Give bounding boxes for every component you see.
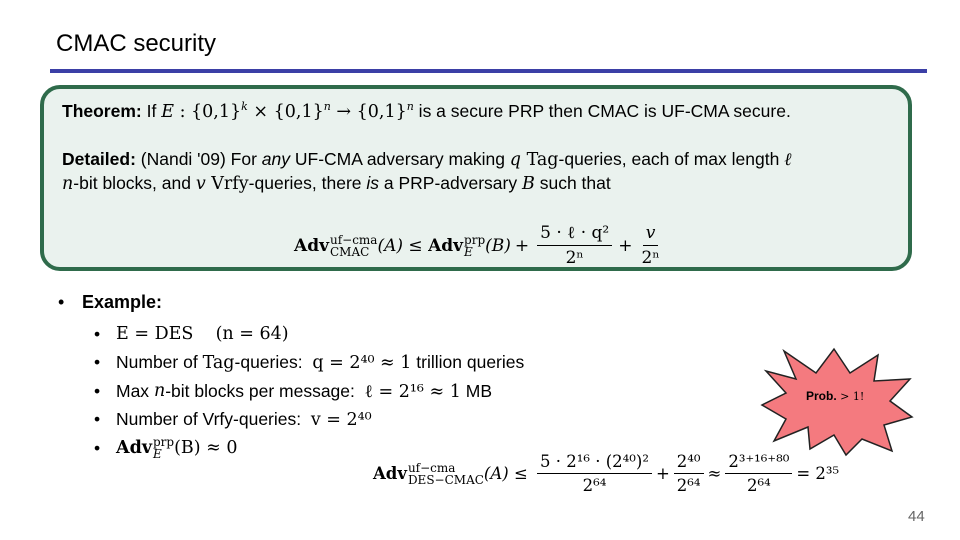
detailed-part2: UF-CMA adversary making [290, 149, 510, 169]
item-post: (B) ≈ 0 [174, 438, 238, 459]
formula-E: E [464, 244, 473, 259]
bf-adv: Adv [373, 464, 407, 483]
bf-approx: ≈ [707, 464, 722, 483]
formula-adv-2-scripts [464, 234, 485, 258]
item-E: E [152, 447, 162, 462]
example-label: Example: [82, 292, 163, 312]
theorem-n-2: n [406, 100, 414, 114]
bf-den3: 2⁶⁴ [746, 476, 771, 495]
formula-argB: (B) [485, 235, 511, 256]
bf-eq: = 2³⁵ [796, 464, 840, 483]
detailed-n: n [62, 174, 74, 194]
theorem-label: Theorem: [62, 101, 142, 121]
item-math: q = 2⁴⁰ ≈ 1 [312, 352, 412, 373]
item-pre: Number of [116, 352, 203, 373]
formula-prp: prp [464, 232, 486, 247]
item-n: n [153, 381, 166, 402]
theorem-k: k [241, 100, 248, 114]
bf-plus: + [655, 464, 670, 483]
item-pre: Number of Vrfy-queries: [116, 409, 311, 430]
formula-adv-1: Adv [294, 235, 329, 256]
formula-adv-1-scripts [330, 234, 377, 258]
sub-bullet: • [94, 323, 101, 344]
bf-num3: 2³⁺¹⁶⁺⁸⁰ [725, 452, 792, 474]
detailed-q: q [509, 150, 521, 170]
theorem-E: E [161, 102, 174, 122]
item-math: ℓ = 2¹⁶ ≈ 1 [364, 381, 461, 402]
theorem-rest: is a secure PRP then CMAC is UF-CMA secure. [413, 101, 791, 121]
theorem-n-1: n [323, 100, 331, 114]
item-math: v = 2⁴⁰ [310, 409, 372, 430]
title-divider [50, 69, 927, 73]
theorem-box [40, 85, 912, 271]
bf-sub: DES−CMAC [407, 472, 484, 487]
item-adv-scripts [153, 436, 174, 460]
bf-fraction-1 [537, 452, 652, 495]
theorem-domain-1: {0,1} [191, 102, 242, 122]
detailed-v: v [195, 174, 206, 194]
bf-fraction-2 [674, 452, 704, 495]
formula-den2: 2ⁿ [641, 248, 660, 268]
sub-bullet: • [94, 437, 101, 458]
item-pre: Max [116, 380, 154, 401]
bf-adv-scripts [408, 462, 484, 486]
detailed-part7: such that [534, 173, 611, 193]
detailed-ell: ℓ [784, 150, 792, 170]
theorem-domain-2: {0,1} [273, 102, 324, 122]
detailed-part6: a PRP-adversary [379, 173, 522, 193]
example-heading [58, 292, 162, 313]
starburst-label [806, 389, 864, 403]
bf-argA: (A) [483, 464, 509, 483]
formula-num2: v [643, 223, 659, 246]
list-item [94, 349, 524, 378]
item-mid: -bit blocks per message: [165, 380, 365, 401]
formula-fraction-1 [537, 223, 612, 268]
formula-argA: (A) [377, 235, 403, 256]
sub-bullet: • [94, 380, 101, 401]
example-bullet: • [58, 292, 65, 312]
detailed-part4: -bit blocks, and [73, 173, 196, 193]
bf-leq: ≤ [508, 464, 534, 483]
detailed-B: B [521, 174, 535, 194]
list-item [94, 320, 524, 349]
bf-den2: 2⁶⁴ [676, 476, 701, 495]
formula-leq: ≤ [403, 235, 429, 256]
theorem-arrow: → [330, 102, 357, 122]
detailed-vrfy: Vrfy [205, 174, 249, 194]
theorem-colon: : [174, 102, 192, 122]
starburst-math: > 1! [836, 390, 865, 403]
bf-ufcma: uf−cma [407, 460, 456, 475]
formula-num1: 5 · ℓ · q² [537, 223, 612, 246]
bf-fraction-3 [725, 452, 792, 495]
list-item [94, 377, 524, 406]
detailed-part1: (Nandi '09) For [135, 149, 262, 169]
example-des-item: E = DES (n = 64) [116, 324, 289, 345]
sub-bullet: • [94, 352, 101, 373]
starburst-callout [760, 345, 916, 457]
formula-plus-1: + [514, 235, 530, 256]
bf-num1: 5 · 2¹⁶ · (2⁴⁰)² [537, 452, 652, 474]
item-tag: Tag [202, 352, 235, 373]
detailed-any: any [261, 149, 291, 169]
formula-adv-2: Adv [428, 235, 464, 256]
starburst-prob: Prob. [806, 389, 837, 403]
detailed-tag: Tag [521, 150, 559, 170]
theorem-if: If [146, 101, 157, 121]
item-prp: prp [152, 435, 175, 450]
bf-den1: 2⁶⁴ [582, 476, 607, 495]
detailed-line-2 [62, 173, 611, 194]
theorem-domain-3: {0,1} [356, 102, 407, 122]
list-item [94, 406, 524, 435]
detailed-label: Detailed: [62, 149, 136, 169]
detailed-is: is [366, 173, 380, 193]
item-post: MB [460, 380, 492, 401]
formula-cmac: CMAC [329, 244, 370, 259]
cmac-bound-formula [294, 223, 667, 268]
detailed-line-1 [62, 149, 792, 170]
detailed-part3: -queries, each of max length [558, 149, 785, 169]
formula-plus-2: + [618, 235, 633, 256]
bf-num2: 2⁴⁰ [674, 452, 704, 474]
formula-ufcma: uf−cma [329, 232, 378, 247]
slide-title: CMAC security [56, 30, 217, 57]
formula-fraction-2 [639, 223, 663, 268]
page-number: 44 [908, 508, 925, 525]
theorem-line [62, 101, 791, 122]
theorem-times: × [247, 102, 274, 122]
formula-den1: 2ⁿ [565, 248, 584, 268]
example-list [94, 320, 524, 463]
sub-bullet: • [94, 409, 101, 430]
item-adv: Adv [116, 438, 152, 459]
item-post: trillion queries [411, 352, 525, 373]
des-cmac-formula [373, 452, 839, 495]
detailed-part5: -queries, there [248, 173, 367, 193]
item-mid: -queries: [234, 352, 313, 373]
